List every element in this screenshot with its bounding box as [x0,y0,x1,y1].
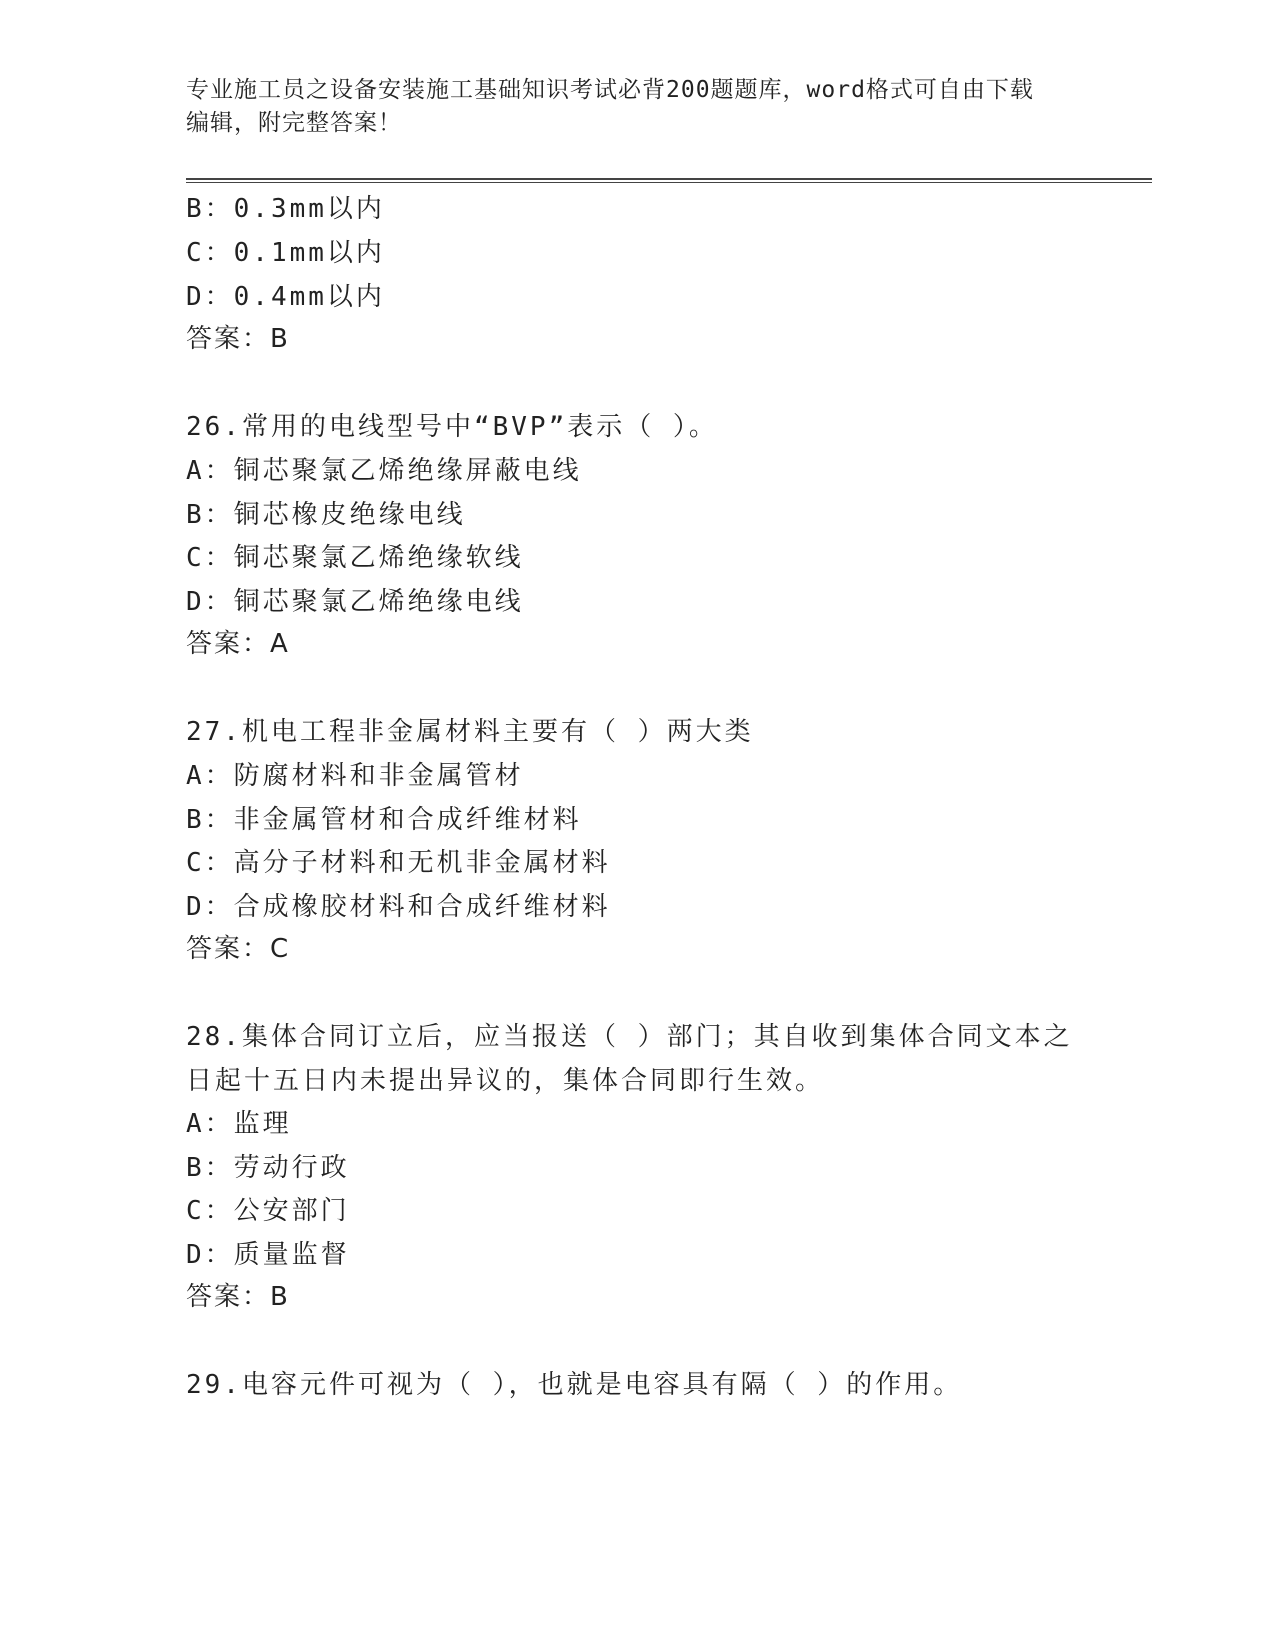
question-29-stem: 29.电容元件可视为（ ），也就是电容具有隔（ ）的作用。 [186,1370,963,1400]
option-b: B：0.3mm以内 [186,194,385,224]
question-28-stem-line-1: 28.集体合同订立后，应当报送（ ）部门；其自收到集体合同文本之 [186,1022,1073,1052]
answer: 答案：A [186,629,290,659]
answer: 答案：B [186,324,290,354]
option-c: C：公安部门 [186,1196,350,1226]
option-b: B：非金属管材和合成纤维材料 [186,805,582,835]
option-c: C：高分子材料和无机非金属材料 [186,848,611,878]
answer: 答案：B [186,1282,290,1312]
option-b: B：铜芯橡皮绝缘电线 [186,500,466,530]
option-c: C：铜芯聚氯乙烯绝缘软线 [186,543,524,573]
header-line-2: 编辑，附完整答案！ [186,110,402,136]
option-b: B：劳动行政 [186,1153,350,1183]
document-header [186,74,1086,140]
option-d: D：合成橡胶材料和合成纤维材料 [186,892,611,922]
question-28-stem-line-2: 日起十五日内未提出异议的，集体合同即行生效。 [186,1066,825,1096]
option-a: A：监理 [186,1109,292,1139]
option-d: D：0.4mm以内 [186,282,385,312]
option-d: D：铜芯聚氯乙烯绝缘电线 [186,587,524,617]
question-27-stem: 27.机电工程非金属材料主要有（ ）两大类 [186,717,754,747]
header-line-1: 专业施工员之设备安装施工基础知识考试必背200题题库，word格式可自由下载 [186,77,1034,103]
option-a: A：防腐材料和非金属管材 [186,761,524,791]
header-divider [186,178,1152,183]
option-a: A：铜芯聚氯乙烯绝缘屏蔽电线 [186,456,582,486]
option-d: D：质量监督 [186,1240,350,1270]
question-26-stem: 26.常用的电线型号中“BVP”表示（ ）。 [186,412,718,442]
answer: 答案：C [186,934,291,964]
option-c: C：0.1mm以内 [186,238,385,268]
